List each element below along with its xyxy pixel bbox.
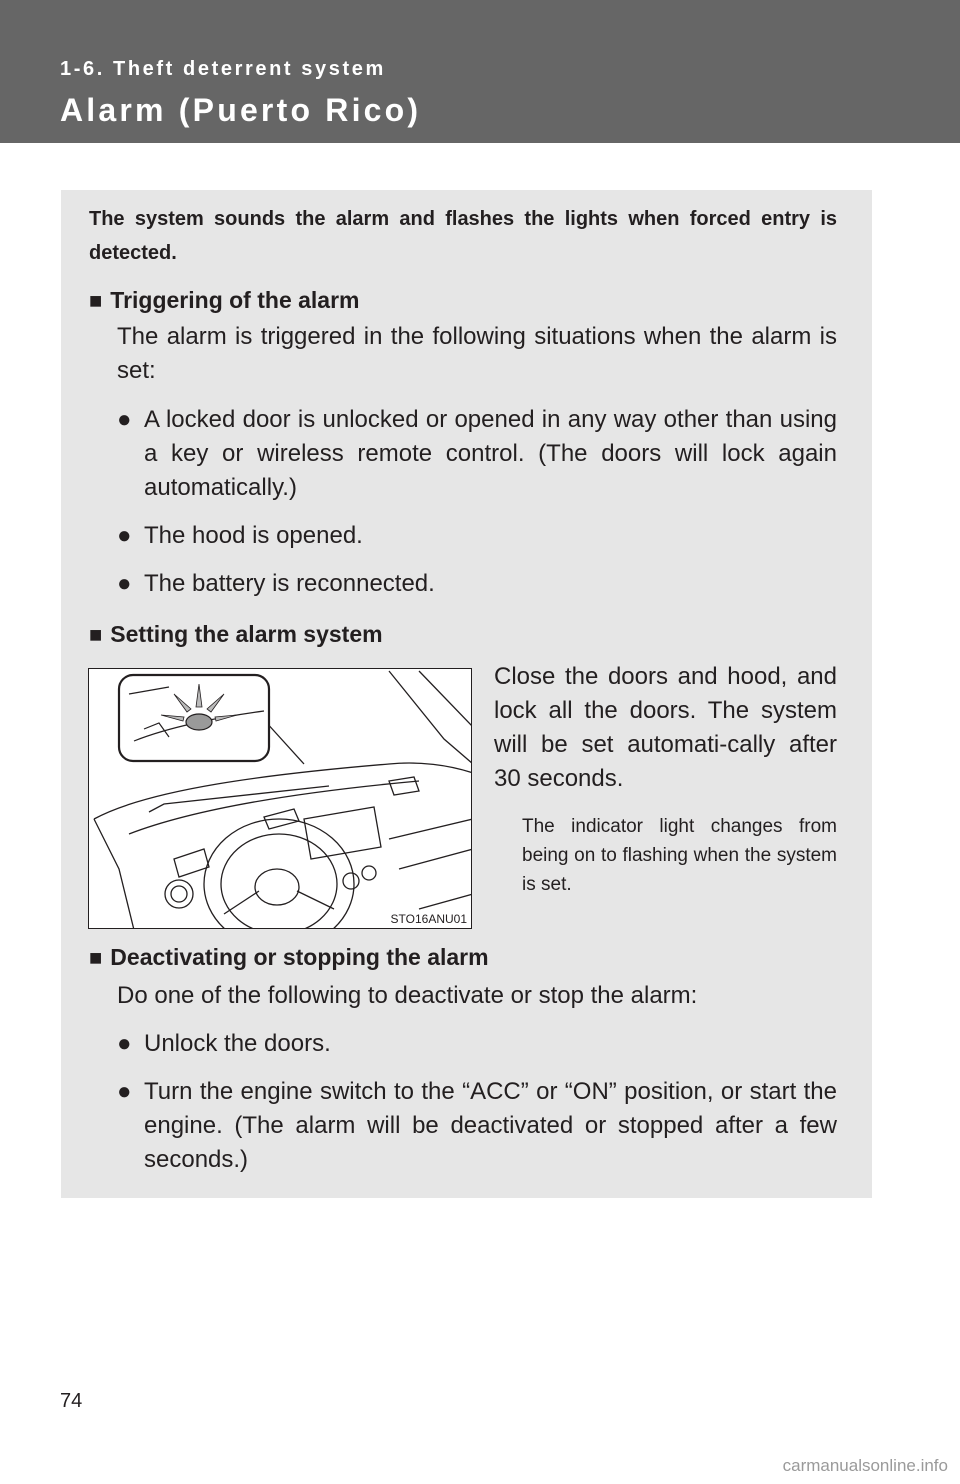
page-number: 74: [60, 1390, 83, 1412]
list-item-text: The hood is opened.: [144, 522, 363, 549]
list-item-text: Unlock the doors.: [144, 1030, 331, 1057]
page-header: [0, 0, 960, 143]
heading-deactivating-label: Deactivating or stopping the alarm: [110, 944, 489, 970]
intro-text: The system sounds the alarm and flashes the lights when forced entry is detected.: [89, 208, 837, 264]
square-bullet-icon: ■: [89, 622, 103, 647]
bullet-dot-icon: ●: [117, 1078, 132, 1105]
list-item-text: The battery is reconnected.: [144, 570, 435, 597]
heading-triggering: [89, 284, 360, 317]
list-item: [117, 519, 837, 553]
list-item: [117, 1075, 837, 1177]
square-bullet-icon: ■: [89, 945, 103, 970]
list-item: [117, 403, 837, 505]
illustration-code: STO16ANU01: [390, 912, 467, 926]
bullet-dot-icon: ●: [117, 406, 132, 433]
watermark: carmanualsonline.info: [782, 1456, 948, 1475]
page-title: Alarm (Puerto Rico): [60, 92, 422, 128]
bullet-dot-icon: ●: [117, 522, 132, 549]
heading-triggering-label: Triggering of the alarm: [110, 287, 360, 313]
dashboard-illustration: [88, 668, 472, 929]
heading-setting: [89, 618, 383, 651]
setting-note: The indicator light changes from being on to flashing when the system is set.: [522, 816, 837, 895]
list-item-text: Turn the engine switch to the “ACC” or “ON” position, or start the engine. (The alarm will be deactivated or stopped after a few seconds.): [144, 1078, 837, 1173]
square-bullet-icon: ■: [89, 288, 103, 313]
deactivating-text: Do one of the following to deactivate or stop the alarm:: [117, 982, 698, 1009]
triggering-text: The alarm is triggered in the following situations when the alarm is set:: [117, 323, 837, 384]
list-item: [117, 567, 837, 601]
bullet-dot-icon: ●: [117, 570, 132, 597]
dashboard-indicator-drawing: [89, 669, 472, 929]
heading-setting-label: Setting the alarm system: [110, 621, 383, 647]
heading-deactivating: [89, 941, 489, 974]
setting-text: Close the doors and hood, and lock all the doors. The system will be set automati-cally after 30 seconds.: [494, 663, 837, 792]
bullet-dot-icon: ●: [117, 1030, 132, 1057]
list-item-text: A locked door is unlocked or opened in any way other than using a key or wireless remote control. (The doors will lock again automatically.): [144, 406, 837, 501]
section-title: 1-6. Theft deterrent system: [60, 58, 386, 80]
list-item: [117, 1027, 837, 1061]
